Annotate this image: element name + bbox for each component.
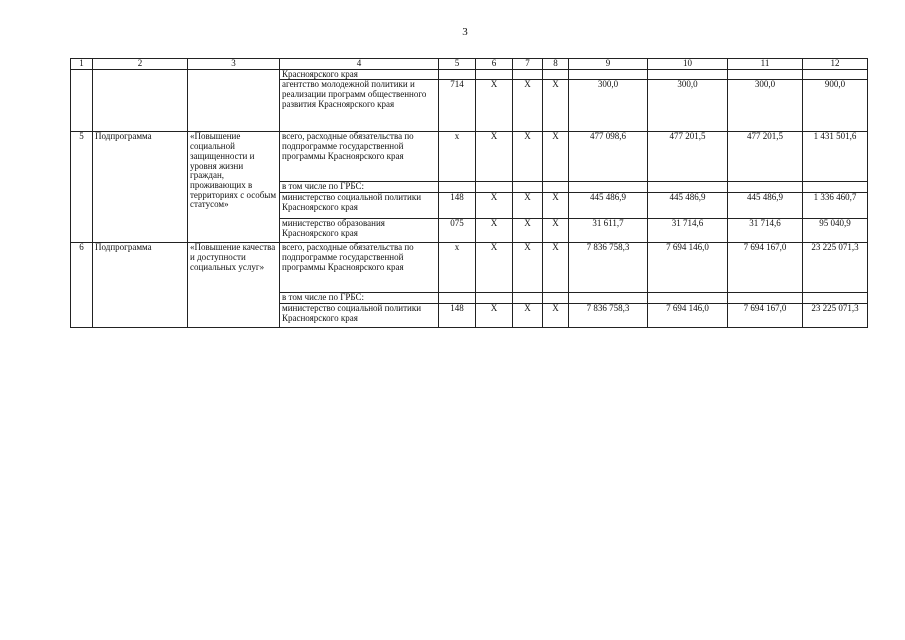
cell-grbs-name: Красноярского края (280, 69, 439, 80)
cell-value-12: 1 336 460,7 (803, 193, 868, 219)
cell-value-10: 7 694 146,0 (648, 303, 728, 327)
cell-title (188, 69, 280, 132)
cell-value-11: 31 714,6 (728, 219, 803, 243)
cell-value-9: 477 098,6 (569, 132, 648, 182)
cell-value-9: 300,0 (569, 80, 648, 132)
cell-grbs-code: х (439, 132, 476, 182)
page-number: 3 (462, 26, 468, 38)
cell-num (71, 69, 93, 132)
cell-csr: Х (513, 132, 543, 182)
cell-value-10: 31 714,6 (648, 219, 728, 243)
cell-value-12: 23 225 071,3 (803, 243, 868, 293)
cell-rz: Х (476, 80, 513, 132)
cell-value-9: 31 611,7 (569, 219, 648, 243)
cell-num: 5 (71, 132, 93, 243)
header-cell: 1 (71, 59, 93, 70)
cell-grbs-name: всего, расходные обязательства по подпрограмме государственной программы Красноярского края (280, 132, 439, 182)
header-cell: 10 (648, 59, 728, 70)
cell-csr: Х (513, 193, 543, 219)
cell-csr: Х (513, 219, 543, 243)
header-cell: 4 (280, 59, 439, 70)
cell-csr: Х (513, 80, 543, 132)
cell-value-10: 445 486,9 (648, 193, 728, 219)
cell-grbs-code: х (439, 243, 476, 293)
table-row (71, 243, 868, 293)
cell-value-9: 7 836 758,3 (569, 243, 648, 293)
header-cell: 2 (93, 59, 188, 70)
cell-csr: Х (513, 243, 543, 293)
budget-table (70, 58, 868, 328)
cell-vr: Х (543, 193, 569, 219)
cell-title: «Повышение социальной защищенности и уровня жизни граждан, проживающих в территориях с особым статусом» (188, 132, 280, 243)
cell-vr: Х (543, 243, 569, 293)
cell-grbs-code: 075 (439, 219, 476, 243)
cell-rz: Х (476, 193, 513, 219)
header-cell: 9 (569, 59, 648, 70)
cell-value-9: 7 836 758,3 (569, 303, 648, 327)
header-cell: 8 (543, 59, 569, 70)
cell-value-9: 445 486,9 (569, 193, 648, 219)
cell-grbs-code: 148 (439, 193, 476, 219)
header-row (71, 59, 868, 70)
cell-grbs-name: министерство социальной политики Красноярского края (280, 193, 439, 219)
cell-value-11: 7 694 167,0 (728, 243, 803, 293)
cell-grbs-code: 714 (439, 80, 476, 132)
cell-value-12: 1 431 501,6 (803, 132, 868, 182)
cell-title: «Повышение качества и доступности социальных услуг» (188, 243, 280, 328)
cell-grbs-name: министерство образования Красноярского края (280, 219, 439, 243)
cell-value-12: 23 225 071,3 (803, 303, 868, 327)
cell-value-10: 477 201,5 (648, 132, 728, 182)
table-row (71, 69, 868, 80)
cell-num: 6 (71, 243, 93, 328)
cell-value-11: 7 694 167,0 (728, 303, 803, 327)
cell-grbs-code: 148 (439, 303, 476, 327)
cell-value-11: 300,0 (728, 80, 803, 132)
header-cell: 3 (188, 59, 280, 70)
cell-grbs-name: в том числе по ГРБС: (280, 293, 439, 304)
cell-value-11: 445 486,9 (728, 193, 803, 219)
cell-rz: Х (476, 132, 513, 182)
cell-type: Подпрограмма (93, 243, 188, 328)
cell-vr: Х (543, 80, 569, 132)
cell-vr: Х (543, 303, 569, 327)
cell-grbs-name: всего, расходные обязательства по подпрограмме государственной программы Красноярского края (280, 243, 439, 293)
cell-vr: Х (543, 219, 569, 243)
table-row (71, 132, 868, 182)
cell-vr: Х (543, 132, 569, 182)
cell-value-10: 300,0 (648, 80, 728, 132)
cell-csr: Х (513, 303, 543, 327)
header-cell: 11 (728, 59, 803, 70)
cell-value-12: 900,0 (803, 80, 868, 132)
cell-type (93, 69, 188, 132)
header-cell: 5 (439, 59, 476, 70)
cell-value-11: 477 201,5 (728, 132, 803, 182)
cell-rz: Х (476, 303, 513, 327)
cell-value-10: 7 694 146,0 (648, 243, 728, 293)
header-cell: 12 (803, 59, 868, 70)
cell-grbs-name: в том числе по ГРБС: (280, 182, 439, 193)
cell-value-12: 95 040,9 (803, 219, 868, 243)
cell-type: Подпрограмма (93, 132, 188, 243)
cell-grbs-name: министерство социальной политики Красноярского края (280, 303, 439, 327)
header-cell: 6 (476, 59, 513, 70)
cell-grbs-name: агентство молодежной политики и реализации программ общественного развития Красноярского края (280, 80, 439, 132)
cell-rz: Х (476, 243, 513, 293)
header-cell: 7 (513, 59, 543, 70)
cell-rz: Х (476, 219, 513, 243)
